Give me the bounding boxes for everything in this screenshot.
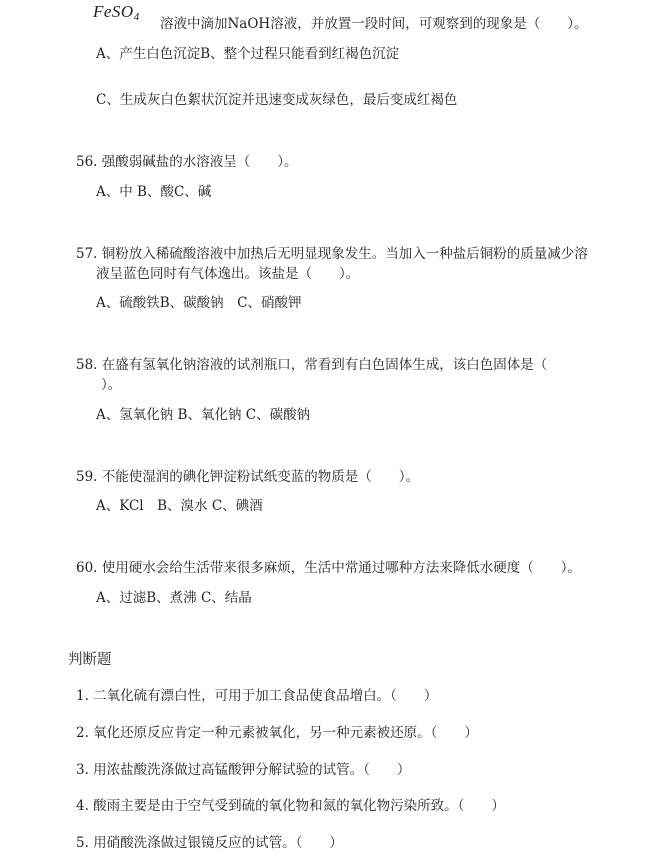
q60-stem: 60. 使用硬水会给生活带来很多麻烦，生活中常通过哪种方法来降低水硬度（ ）。 [76,560,582,576]
q56-options: A、中 B、酸C、碱 [96,184,212,200]
judge-item-2: 2. 氧化还原反应肯定一种元素被氧化，另一种元素被还原。（ ） [76,725,478,741]
q60-options: A、过滤B、煮沸 C、结晶 [96,590,252,606]
q57-options: A、硫酸铁B、碳酸钠 C、硝酸钾 [96,295,302,311]
section-heading-judge: 判断题 [68,652,112,668]
feso4-formula [93,3,140,26]
formula-subscript: 4 [133,11,140,23]
q58-stem-line1: 58. 在盛有氢氧化钠溶液的试剂瓶口，常看到有白色固体生成，该白色固体是（ [76,357,548,373]
q55-options-line1: A、产生白色沉淀B、整个过程只能看到红褐色沉淀 [96,46,400,62]
q55-options-line2: C、生成灰白色絮状沉淀并迅速变成灰绿色，最后变成红褐色 [96,92,458,108]
q57-stem-line2: 液呈蓝色同时有气体逸出。该盐是（ ）。 [96,266,360,282]
judge-item-5: 5. 用硝酸洗涤做过银镜反应的试管。（ ） [76,835,343,851]
q57-stem-line1: 57. 铜粉放入稀硫酸溶液中加热后无明显现象发生。当加入一种盐后铜粉的质量减少溶 [76,246,588,262]
judge-item-3: 3. 用浓盐酸洗涤做过高锰酸钾分解试验的试管。（ ） [76,762,411,778]
judge-item-1: 1. 二氧化硫有漂白性，可用于加工食品使食品增白。（ ） [76,688,438,704]
q56-stem: 56. 强酸弱碱盐的水溶液呈（ ）。 [76,154,298,170]
q58-stem-line2: ）。 [101,377,122,393]
q58-options: A、氢氧化钠 B、氧化钠 C、碳酸钠 [96,407,311,423]
q59-options: A、KCl B、溴水 C、碘酒 [96,498,263,514]
q55-stem: 溶液中滴加NaOH溶液，并放置一段时间，可观察到的现象是（ ）。 [160,16,588,32]
judge-item-4: 4. 酸雨主要是由于空气受到硫的氧化物和氮的氧化物污染所致。（ ） [76,798,505,814]
q59-stem: 59. 不能使湿润的碘化钾淀粉试纸变蓝的物质是（ ）。 [76,469,420,485]
formula-base: FeSO [93,2,134,21]
